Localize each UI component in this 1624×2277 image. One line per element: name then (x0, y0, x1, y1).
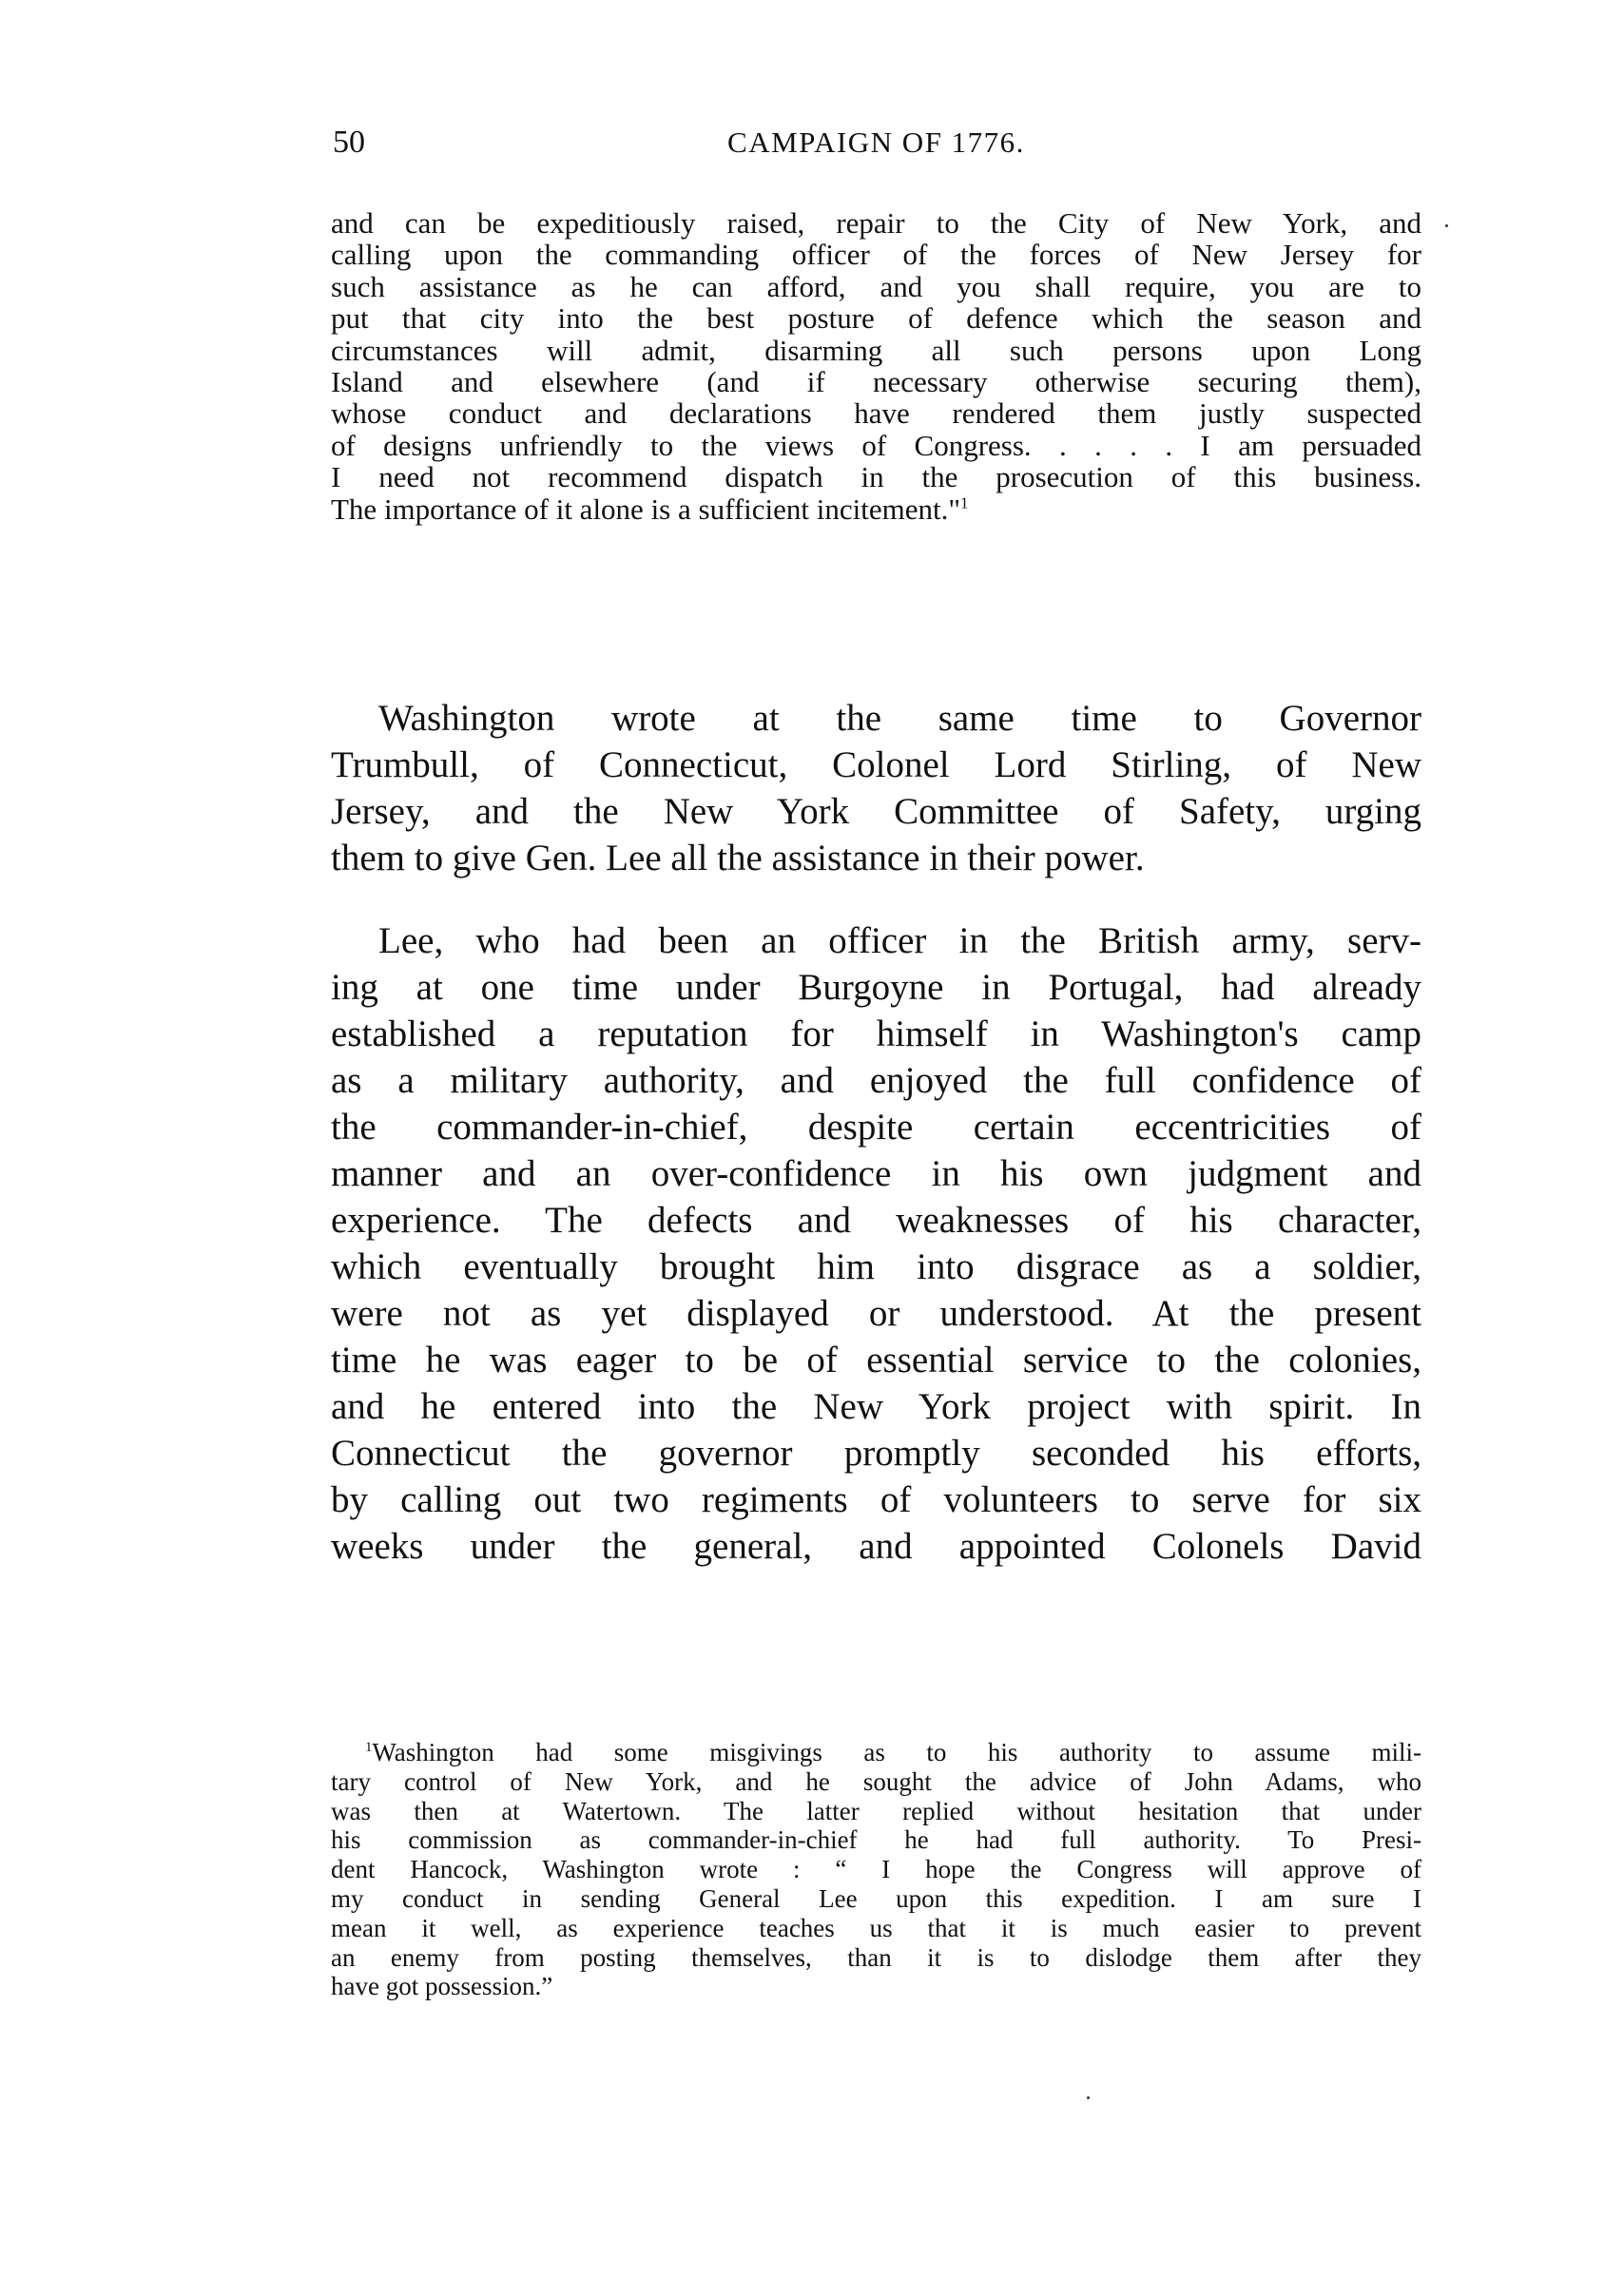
paragraph-line: Lee, who had been an officer in the British army, serv- (378, 920, 1421, 961)
footnote-line: my conduct in sending General Lee upon this expedition. I am sure I (331, 1883, 1421, 1913)
paragraph-line: and he entered into the New York project with spirit. In (331, 1386, 1421, 1427)
footnote-marker: 1 (365, 1740, 373, 1755)
paragraph-washington-wrote (331, 695, 1421, 881)
footnote-line: was then at Watertown. The latter replied without hesitation that under (331, 1796, 1421, 1825)
paragraph-line: weeks under the general, and appointed Colonels David (331, 1526, 1421, 1567)
quote-line: Island and elsewhere (and if necessary otherwise securing them), (331, 365, 1421, 399)
paragraph-line: as a military authority, and enjoyed the full confidence of (331, 1060, 1421, 1101)
running-head (331, 122, 1421, 164)
footnote-reference[interactable]: 1 (960, 493, 969, 512)
paragraph-line: were not as yet displayed or understood. At the present (331, 1293, 1421, 1334)
quote-line: and can be expeditiously raised, repair to the City of New York, and (331, 206, 1421, 240)
footnote-line: have got possession.” (331, 1972, 553, 2001)
scan-speck (1445, 224, 1448, 227)
paragraph-line: Trumbull, of Connecticut, Colonel Lord Stirling, of New (331, 744, 1421, 785)
quote-line: I need not recommend dispatch in the prosecution of this business. (331, 460, 1421, 494)
paragraph-line: the commander-in-chief, despite certain eccentricities of (331, 1107, 1421, 1148)
page-number: 50 (333, 125, 365, 160)
paragraph-line: ing at one time under Burgoyne in Portugal, had already (331, 967, 1421, 1008)
footnote-line: his commission as commander-in-chief he had full authority. To Presi- (331, 1825, 1421, 1855)
quote-line: circumstances will admit, disarming all such persons upon Long (331, 333, 1421, 367)
quote-line: put that city into the best posture of defence which the season and (331, 301, 1421, 336)
footnote-line: an enemy from posting themselves, than it is to dislodge them after they (331, 1942, 1421, 1972)
quoted-letter-excerpt (331, 207, 1421, 525)
paragraph-line: Connecticut the governor promptly seconded his efforts, (331, 1433, 1421, 1474)
paragraph-line: by calling out two regiments of volunteers to serve for six (331, 1479, 1421, 1520)
paragraph-line: established a reputation for himself in Washington's camp (331, 1013, 1421, 1054)
paragraph-line: manner and an over-confidence in his own judgment and (331, 1153, 1421, 1194)
footnote-line-first (331, 1738, 1421, 1767)
footnote-line: tary control of New York, and he sought the advice of John Adams, who (331, 1766, 1421, 1796)
footnote (331, 1738, 1421, 2001)
paragraph-line: experience. The defects and weaknesses of his character, (331, 1200, 1421, 1241)
footnote-line: dent Hancock, Washington wrote : “ I hope the Congress will approve of (331, 1855, 1421, 1884)
footnote-line: mean it well, as experience teaches us that it is much easier to prevent (331, 1913, 1421, 1942)
paragraph-line: them to give Gen. Lee all the assistance in their power. (331, 838, 1145, 878)
quote-line-last (331, 493, 1421, 525)
paragraph-line: time he was eager to be of essential service to the colonies, (331, 1340, 1421, 1380)
running-title: CAMPAIGN OF 1776. (727, 125, 1025, 159)
scan-speck (1087, 2096, 1090, 2099)
footnote-line-text: Washington had some misgivings as to his authority to assume mili- (372, 1738, 1421, 1766)
paragraph-line: Jersey, and the New York Committee of Safety, urging (331, 791, 1421, 832)
quote-line: of designs unfriendly to the views of Congress. . . . . I am persuaded (331, 428, 1421, 462)
paragraph-line: Washington wrote at the same time to Governor (378, 698, 1421, 739)
quote-line: calling upon the commanding officer of the forces of New Jersey for (331, 238, 1421, 272)
quote-line-text: The importance of it alone is a sufficient incitement." (331, 492, 961, 526)
paragraph-line: which eventually brought him into disgrace as a soldier, (331, 1246, 1421, 1287)
quote-line: such assistance as he can afford, and you shall require, you are to (331, 269, 1421, 303)
paragraph-lee (331, 917, 1421, 1570)
quote-line: whose conduct and declarations have rendered them justly suspected (331, 396, 1421, 431)
